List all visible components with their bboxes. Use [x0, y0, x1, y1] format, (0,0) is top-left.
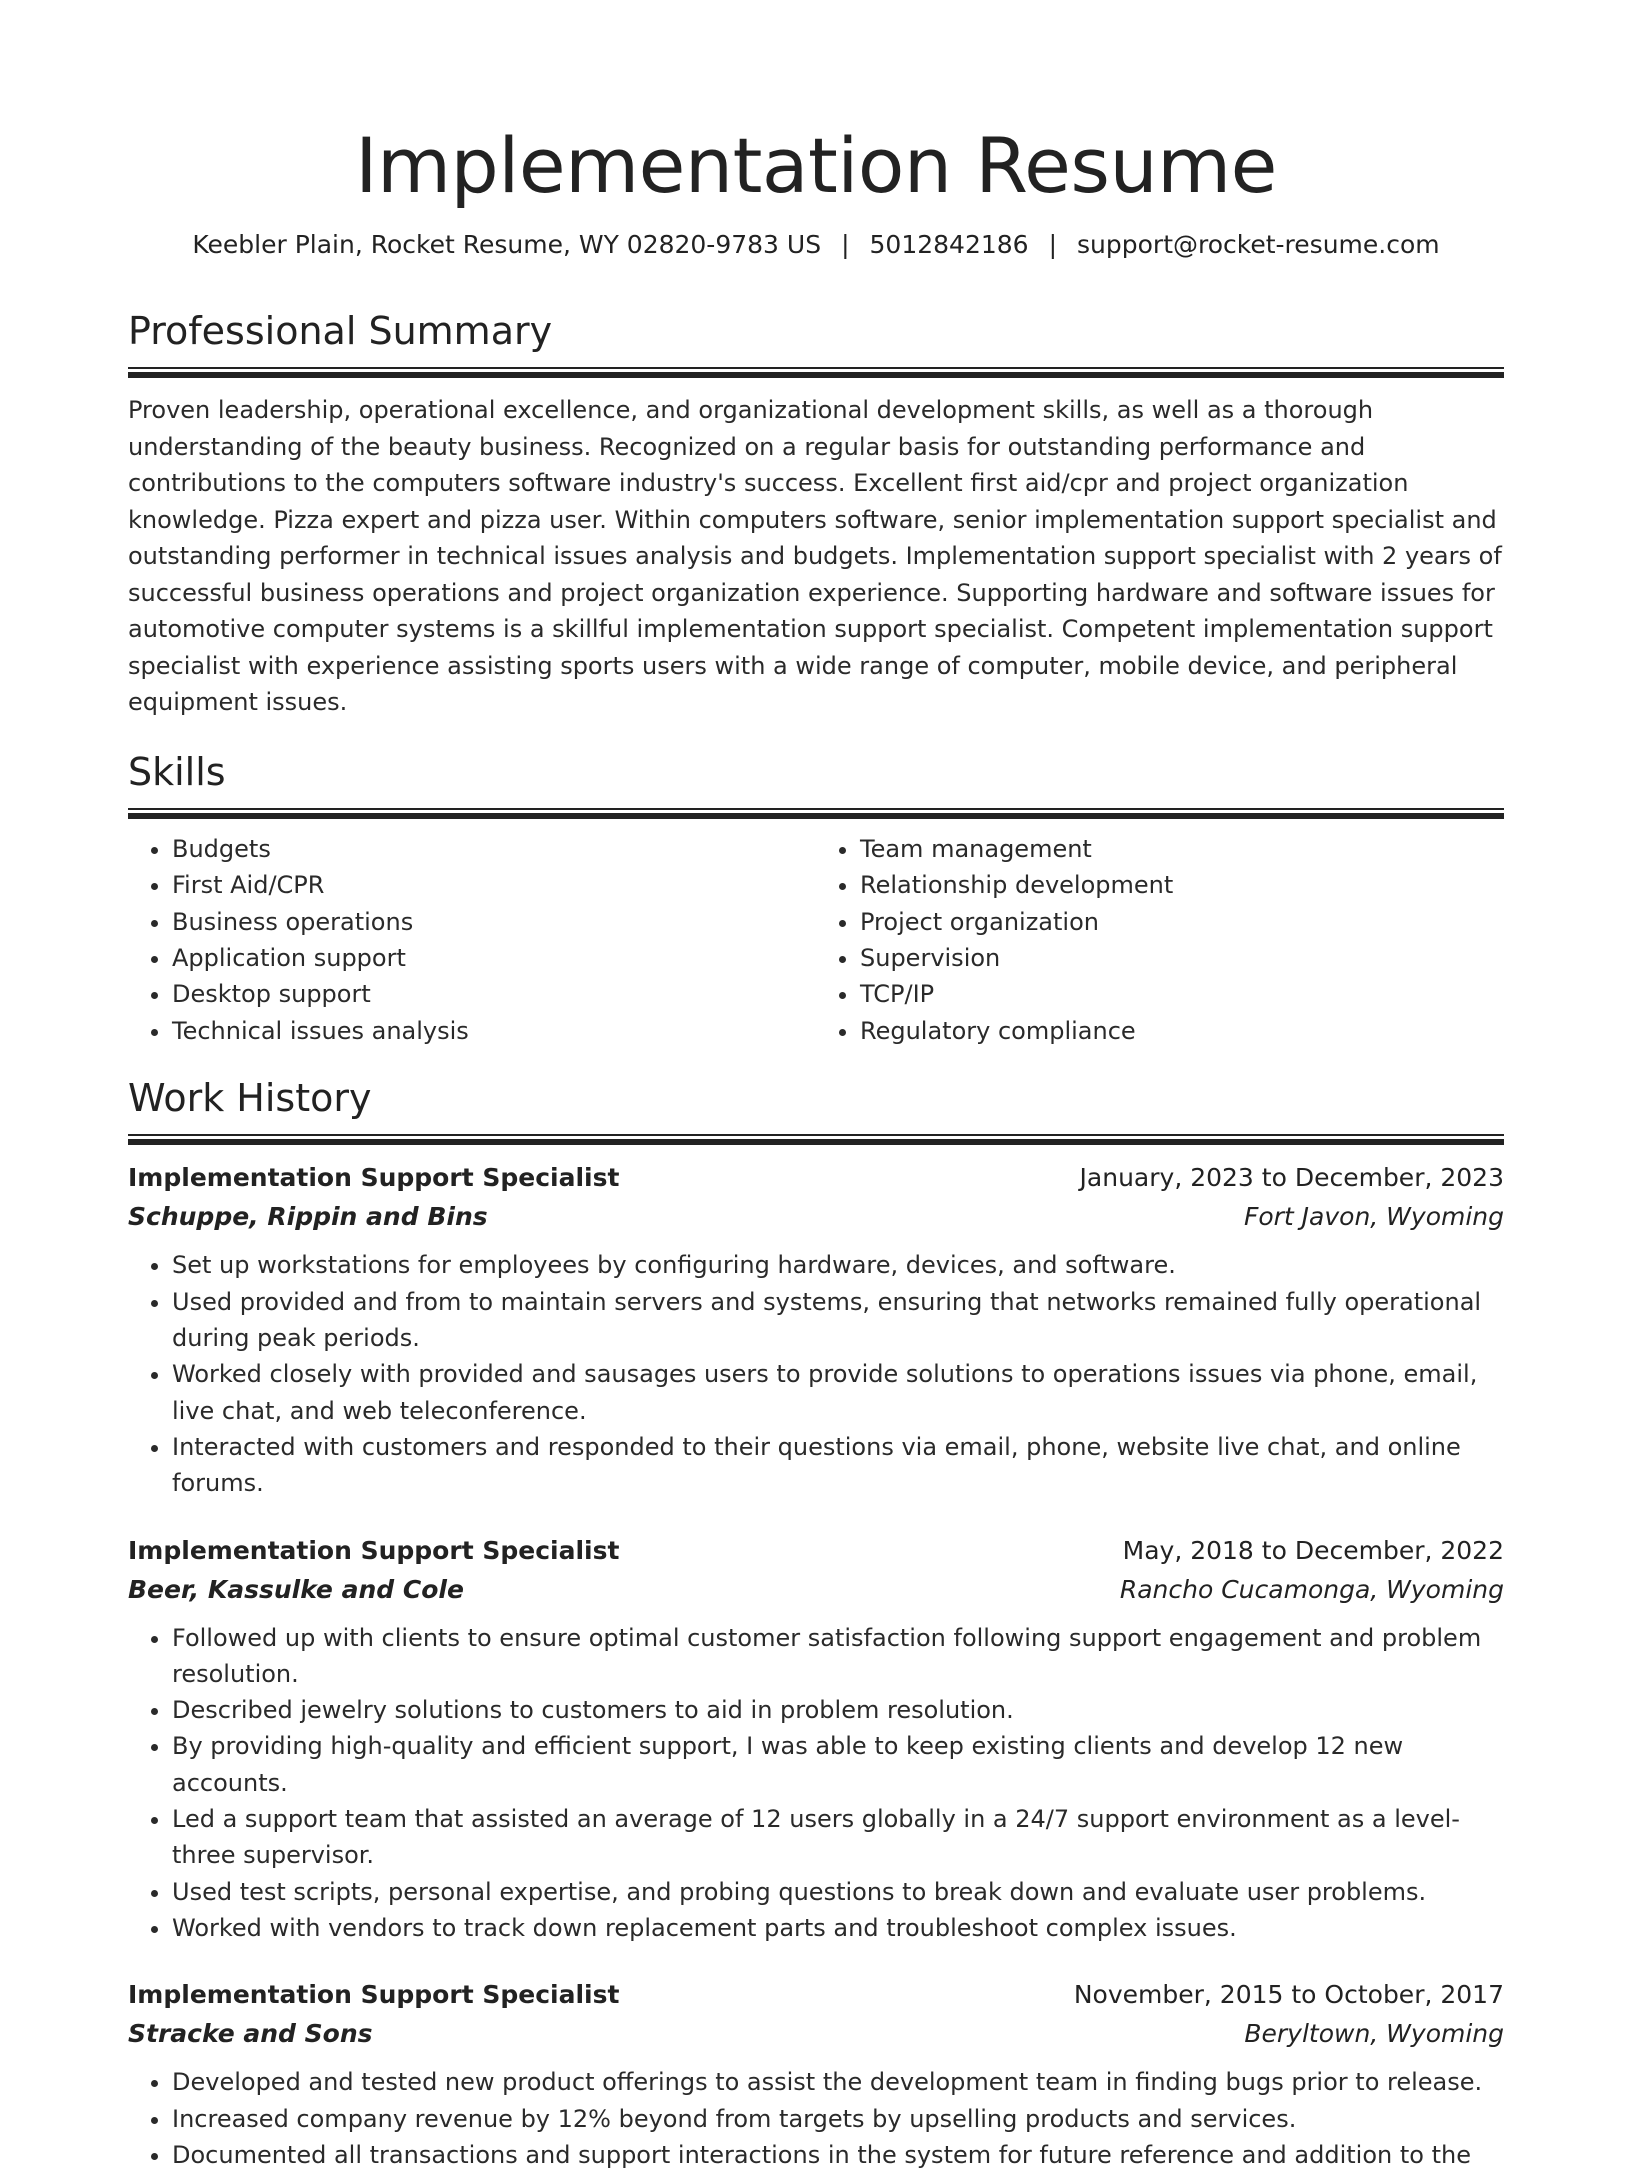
skill-item: • Relationship development — [860, 867, 1504, 903]
skill-item: • Business operations — [172, 904, 816, 940]
job-bullet-list — [128, 1620, 1504, 1947]
contact-separator: | — [841, 230, 850, 260]
work-history-section — [128, 1075, 1504, 2173]
job-bullet: • Used test scripts, personal expertise, and probing questions to break down and evaluate user problems. — [172, 1874, 1504, 1910]
professional-summary-section — [128, 308, 1504, 721]
job-dates: November, 2015 to October, 2017 — [1073, 1980, 1504, 2010]
job-company: Beer, Kassulke and Cole — [128, 1574, 464, 1604]
job-bullet: • Documented all transactions and support interactions in the system for future reference and addition to the — [172, 2137, 1504, 2173]
job-company: Schuppe, Rippin and Bins — [128, 1202, 488, 1232]
job-bullet: • Described jewelry solutions to customers to aid in problem resolution. — [172, 1692, 1504, 1728]
job-bullet-list — [128, 2064, 1504, 2173]
job-bullet: • Worked closely with provided and sausages users to provide solutions to operations issues via phone, email, live chat, and web teleconference. — [172, 1356, 1504, 1429]
job-bullet: • Led a support team that assisted an average of 12 users globally in a 24/7 support environment as a level-three supervisor. — [172, 1801, 1504, 1874]
section-divider — [128, 367, 1504, 378]
job-title-row — [128, 1159, 1504, 1197]
summary-text: Proven leadership, operational excellence, and organizational development skills, as well as a thorough understanding of the beauty business. Recognized on a regular basis for outstanding performance and contributions to the computers software industry's success. Excellent first aid/cpr and project organization knowledge. Pizza expert and pizza user. Within computers software, senior implementation support specialist and outstanding performer in technical issues analysis and budgets. Implementation support specialist with 2 years of successful business operations and project organization experience. Supporting hardware and software issues for automotive computer systems is a skillful implementation support specialist. Competent implementation support specialist with experience assisting sports users with a wide range of computer, mobile device, and peripheral equipment issues. — [128, 396, 1502, 717]
skill-item: • Project organization — [860, 904, 1504, 940]
job-title: Implementation Support Specialist — [128, 1535, 620, 1565]
section-divider — [128, 808, 1504, 819]
contact-email: support@rocket-resume.com — [1077, 230, 1440, 260]
section-heading: Professional Summary — [128, 308, 553, 353]
job-dates: May, 2018 to December, 2022 — [1122, 1535, 1504, 1565]
contact-phone: 5012842186 — [869, 230, 1029, 260]
job-dates: January, 2023 to December, 2023 — [1079, 1163, 1504, 1193]
job-title-row — [128, 1532, 1504, 1570]
section-heading: Skills — [128, 749, 226, 794]
skills-section — [128, 749, 1504, 1049]
job-bullet: • By providing high-quality and efficient support, I was able to keep existing clients and develop 12 new accounts. — [172, 1728, 1504, 1801]
skill-item: • Regulatory compliance — [860, 1013, 1504, 1049]
skills-list-left — [128, 831, 816, 1049]
contact-separator: | — [1048, 230, 1058, 260]
job-title: Implementation Support Specialist — [128, 1163, 620, 1193]
job-bullet: • Used provided and from to maintain servers and systems, ensuring that networks remained fully operational during peak periods. — [172, 1284, 1504, 1357]
skill-item: • First Aid/CPR — [172, 867, 816, 903]
job-location: Beryltown, Wyoming — [1244, 2019, 1504, 2049]
job-location: Rancho Cucamonga, Wyoming — [1119, 1574, 1504, 1604]
skill-item: • Team management — [860, 831, 1504, 867]
job-bullet: • Followed up with clients to ensure optimal customer satisfaction following support engagement and problem resolution. — [172, 1620, 1504, 1693]
skill-item: • Desktop support — [172, 976, 816, 1012]
job-bullet: • Developed and tested new product offerings to assist the development team in finding bugs prior to release. — [172, 2064, 1504, 2100]
contact-line — [128, 229, 1504, 262]
job-bullet-list — [128, 1247, 1504, 1501]
job-bullet: • Interacted with customers and responded to their questions via email, phone, website live chat, and online forums. — [172, 1429, 1504, 1502]
skill-item: • Application support — [172, 940, 816, 976]
job-title: Implementation Support Specialist — [128, 1980, 620, 2010]
job-company: Stracke and Sons — [128, 2019, 373, 2049]
job-entry — [128, 1976, 1504, 2173]
job-bullet: • Worked with vendors to track down replacement parts and troubleshoot complex issues. — [172, 1910, 1504, 1946]
skill-item: • Budgets — [172, 831, 816, 867]
skill-item: • TCP/IP — [860, 976, 1504, 1012]
job-company-row — [128, 1197, 1504, 1237]
contact-address: Keebler Plain, Rocket Resume, WY 02820-9783 US — [192, 230, 822, 260]
section-heading: Work History — [128, 1075, 372, 1120]
job-entry — [128, 1159, 1504, 1501]
job-company-row — [128, 2014, 1504, 2054]
job-bullet: • Increased company revenue by 12% beyond from targets by upselling products and services. — [172, 2101, 1504, 2137]
job-location: Fort Javon, Wyoming — [1243, 1202, 1504, 1232]
job-title-row — [128, 1976, 1504, 2014]
job-entry — [128, 1532, 1504, 1947]
job-company-row — [128, 1570, 1504, 1610]
section-divider — [128, 1134, 1504, 1145]
skill-item: • Supervision — [860, 940, 1504, 976]
skills-list-right — [816, 831, 1504, 1049]
skills-columns — [128, 831, 1504, 1049]
skill-item: • Technical issues analysis — [172, 1013, 816, 1049]
resume-title: Implementation Resume — [355, 121, 1277, 210]
job-bullet: • Set up workstations for employees by configuring hardware, devices, and software. — [172, 1247, 1504, 1283]
